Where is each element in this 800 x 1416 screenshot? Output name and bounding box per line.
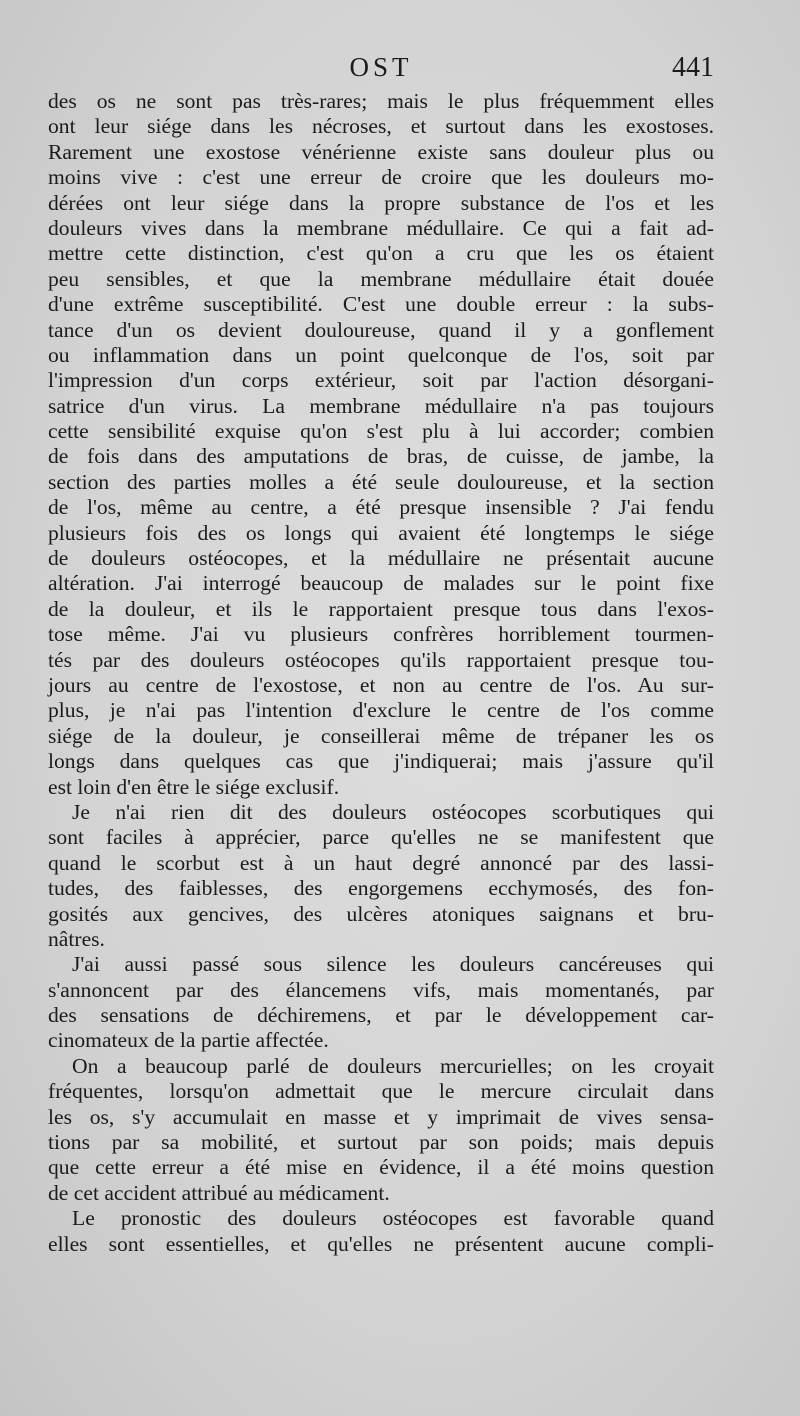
text-line: gosités aux gencives, des ulcères atoniques saignans et bru- [48,901,714,926]
text-line: sont faciles à apprécier, parce qu'elles ne se manifestent que [48,825,714,850]
text-line: de cet accident attribué au médicament. [48,1180,390,1205]
text-line: les os, s'y accumulait en masse et y imprimait de vives sensa- [48,1104,714,1129]
text-line: moins vive : c'est une erreur de croire que les douleurs mo- [48,165,714,190]
text-line: l'impression d'un corps extérieur, soit par l'action désorgani- [48,368,714,393]
text-line: jours au centre de l'exostose, et non au centre de l'os. Au sur- [48,672,714,697]
text-line: peu sensibles, et que la membrane médullaire était douée [48,266,714,291]
text-line: des os ne sont pas très-rares; mais le plus fréquemment elles [48,89,714,113]
text-line: On a beaucoup parlé de douleurs mercurielles; on les croyait [72,1053,714,1078]
text-line: douleurs vives dans la membrane médullaire. Ce qui a fait ad- [48,215,714,240]
text-line: Je n'ai rien dit des douleurs ostéocopes scorbutiques qui [72,799,714,824]
text-line: tudes, des faiblesses, des engorgemens ecchymosés, des fon- [48,876,714,901]
text-line: plusieurs fois des os longs qui avaient été longtemps le siége [48,520,714,545]
text-line: que cette erreur a été mise en évidence, il a été moins question [48,1155,714,1180]
text-line: mettre cette distinction, c'est qu'on a cru que les os étaient [48,241,714,266]
text-line: dérées ont leur siége dans la propre substance de l'os et les [48,190,714,215]
text-line: ont leur siége dans les nécroses, et surtout dans les exostoses. [48,114,714,139]
paragraph [48,1054,714,1206]
paragraph [48,952,714,1054]
running-head [48,52,714,88]
text-line: elles sont essentielles, et qu'elles ne présentent aucune compli- [48,1231,714,1256]
running-title: OST [349,52,413,82]
text-line: est loin d'en être le siége exclusif. [48,774,340,799]
body-text [48,89,714,1257]
text-line: tés par des douleurs ostéocopes qu'ils rapportaient presque tou- [48,647,714,672]
text-line: de fois dans des amputations de bras, de cuisse, de jambe, la [48,444,714,469]
text-line: section des parties molles a été seule douloureuse, et la section [48,469,714,494]
text-line: nâtres. [48,926,105,951]
paragraph [48,89,714,800]
text-line: fréquentes, lorsqu'on admettait que le mercure circulait dans [48,1079,714,1104]
text-line: plus, je n'ai pas l'intention d'exclure le centre de l'os comme [48,698,714,723]
text-line: J'ai aussi passé sous silence les douleurs cancéreuses qui [72,952,714,977]
text-line: cinomateux de la partie affectée. [48,1028,329,1053]
text-line: de la douleur, et ils le rapportaient presque tous dans l'exos- [48,596,714,621]
text-line: de l'os, même au centre, a été presque insensible ? J'ai fendu [48,495,714,520]
text-line: altération. J'ai interrogé beaucoup de malades sur le point fixe [48,571,714,596]
text-line: Rarement une exostose vénérienne existe sans douleur plus ou [48,139,714,164]
text-line: tance d'un os devient douloureuse, quand il y a gonflement [48,317,714,342]
paragraph [48,1206,714,1257]
text-line: ou inflammation dans un point quelconque de l'os, soit par [48,342,714,367]
text-line: de douleurs ostéocopes, et la médullaire ne présentait aucune [48,546,714,571]
text-line: Le pronostic des douleurs ostéocopes est favorable quand [72,1206,714,1231]
paragraph [48,800,714,952]
text-line: des sensations de déchiremens, et par le développement car- [48,1003,714,1028]
text-line: longs dans quelques cas que j'indiquerai; mais j'assure qu'il [48,749,714,774]
text-line: siége de la douleur, je conseillerai même de trépaner les os [48,723,714,748]
page-number: 441 [672,52,714,83]
text-line: quand le scorbut est à un haut degré annoncé par des lassi- [48,850,714,875]
text-line: cette sensibilité exquise qu'on s'est plu à lui accorder; combien [48,419,714,444]
text-line: s'annoncent par des élancemens vifs, mais momentanés, par [48,977,714,1002]
text-line: satrice d'un virus. La membrane médullaire n'a pas toujours [48,393,714,418]
text-line: d'une extrême susceptibilité. C'est une double erreur : la subs- [48,292,714,317]
text-line: tose même. J'ai vu plusieurs confrères horriblement tourmen- [48,622,714,647]
text-line: tions par sa mobilité, et surtout par son poids; mais depuis [48,1130,714,1155]
